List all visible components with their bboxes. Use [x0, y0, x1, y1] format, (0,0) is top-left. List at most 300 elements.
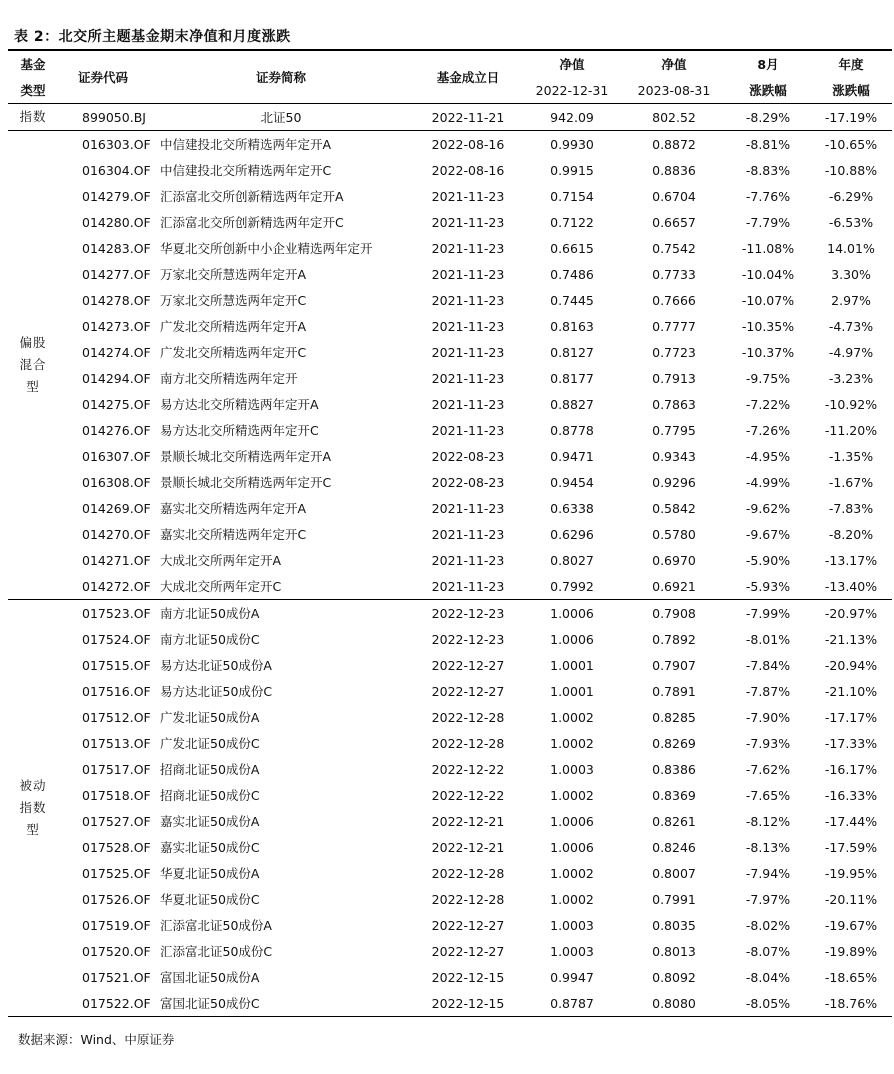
nav-2023-cell: 0.9296: [652, 474, 696, 490]
fund-type-line: 被动: [19, 778, 47, 793]
table-row: [8, 495, 892, 521]
inception-date-cell: 2021-11-23: [431, 344, 505, 360]
table-row: [8, 443, 892, 469]
nav-2022-cell: 0.7154: [550, 188, 594, 204]
ytd-change-cell: -17.19%: [810, 104, 892, 131]
ytd-change-cell: 14.01%: [827, 240, 875, 256]
security-name-cell: 易方达北证50成份A: [160, 658, 272, 673]
inception-date-cell: 2022-12-27: [431, 657, 505, 673]
fund-type-line: 型: [26, 379, 40, 394]
security-name-cell: 汇添富北交所创新精选两年定开A: [160, 189, 344, 204]
nav-2023-cell: 0.6657: [652, 214, 696, 230]
header-fund-type-line1: 基金: [8, 50, 58, 77]
ytd-change-cell: 3.30%: [831, 266, 871, 282]
nav-2022-cell: 0.7122: [550, 214, 594, 230]
inception-date-cell: 2021-11-23: [431, 396, 505, 412]
table-row: [8, 756, 892, 782]
nav-2023-cell: 0.5780: [652, 526, 696, 542]
security-name-cell: 易方达北证50成份C: [160, 684, 273, 699]
ytd-change-cell: 2.97%: [831, 292, 871, 308]
security-code-cell: 016307.OF: [82, 448, 151, 464]
fund-type-cell: [8, 104, 58, 131]
nav-2023-cell: 0.9343: [652, 448, 696, 464]
table-row: [8, 704, 892, 730]
inception-date-cell: 2022-08-23: [431, 474, 505, 490]
aug-change-cell: -8.02%: [745, 917, 791, 933]
aug-change-cell: -10.35%: [741, 318, 795, 334]
security-code-cell: 017520.OF: [82, 943, 151, 959]
security-code-cell: 017521.OF: [82, 969, 151, 985]
table-row: [8, 287, 892, 313]
nav-2022-cell: 0.6296: [550, 526, 594, 542]
nav-2023-cell: 0.7907: [652, 657, 696, 673]
nav-2023-cell: 0.7795: [652, 422, 696, 438]
nav-2022-cell: 1.0006: [550, 813, 594, 829]
header-code: 证券代码: [58, 50, 148, 104]
aug-change-cell: -7.87%: [745, 683, 791, 699]
security-name-cell: 大成北交所两年定开A: [160, 553, 282, 568]
nav-2022-cell: 0.7445: [550, 292, 594, 308]
aug-change-cell: -7.65%: [745, 787, 791, 803]
inception-date-cell: 2022-12-22: [431, 761, 505, 777]
inception-date-cell: 2021-11-23: [431, 214, 505, 230]
nav-2023-cell: 0.8080: [622, 990, 726, 1017]
table-row: [8, 469, 892, 495]
ytd-change-cell: -11.20%: [824, 422, 878, 438]
inception-date-cell: 2022-12-28: [431, 865, 505, 881]
table-row: [8, 652, 892, 678]
nav-2022-cell: 0.6615: [550, 240, 594, 256]
table-row: [8, 626, 892, 652]
security-name-cell: 中信建投北交所精选两年定开A: [160, 137, 332, 152]
aug-change-cell: -7.79%: [745, 214, 791, 230]
table-row: [8, 157, 892, 183]
nav-2022-cell: 0.8027: [550, 552, 594, 568]
nav-2023-cell: 0.7863: [652, 396, 696, 412]
header-aug-line1: 8月: [726, 50, 810, 77]
nav-2022-cell: 0.9947: [550, 969, 594, 985]
fund-type-line: 偏股: [19, 335, 47, 350]
nav-2022-cell: 1.0002: [550, 865, 594, 881]
table-row: [8, 938, 892, 964]
ytd-change-cell: -20.94%: [824, 657, 878, 673]
table-row: [8, 990, 892, 1017]
header-fund-type-line2: 类型: [8, 77, 58, 104]
nav-2022-cell: 1.0002: [550, 735, 594, 751]
security-code-cell: 014277.OF: [82, 266, 151, 282]
nav-2022-cell: 1.0003: [550, 917, 594, 933]
inception-date-cell: 2022-12-23: [431, 631, 505, 647]
nav-2022-cell: 0.6338: [550, 500, 594, 516]
nav-2023-cell: 0.8013: [652, 943, 696, 959]
table-row: [8, 886, 892, 912]
aug-change-cell: -7.99%: [745, 605, 791, 621]
table-row: [8, 573, 892, 600]
table-row: [8, 183, 892, 209]
nav-2022-cell: 0.8163: [550, 318, 594, 334]
inception-date-cell: 2022-08-23: [431, 448, 505, 464]
table-row: [8, 391, 892, 417]
security-name-cell: 景顺长城北交所精选两年定开C: [160, 475, 332, 490]
nav-2022-cell: 0.9471: [550, 448, 594, 464]
security-code-cell: 014275.OF: [82, 396, 151, 412]
inception-date-cell: 2021-11-23: [431, 500, 505, 516]
table-title: 表 2：北交所主题基金期末净值和月度涨跌: [14, 29, 291, 45]
inception-date-cell: 2022-12-15: [414, 990, 522, 1017]
fund-type-line: 混合: [19, 357, 47, 372]
security-code-cell: 017517.OF: [82, 761, 151, 777]
security-name-cell: 富国北证50成份C: [148, 990, 414, 1017]
security-name-cell: 广发北证50成份A: [160, 710, 260, 725]
inception-date-cell: 2021-11-23: [431, 292, 505, 308]
nav-2023-cell: 802.52: [622, 104, 726, 131]
security-name-cell: 易方达北交所精选两年定开A: [160, 397, 319, 412]
security-code-cell: 017522.OF: [58, 990, 148, 1017]
nav-2023-cell: 0.8872: [652, 136, 696, 152]
nav-2022-cell: 0.7992: [522, 573, 622, 600]
aug-change-cell: -8.05%: [726, 990, 810, 1017]
inception-date-cell: 2021-11-23: [431, 370, 505, 386]
ytd-change-cell: -10.65%: [824, 136, 878, 152]
nav-2022-cell: 1.0003: [550, 761, 594, 777]
security-code-cell: 899050.BJ: [58, 104, 148, 131]
nav-2023-cell: 0.8246: [652, 839, 696, 855]
header-name: 证券简称: [148, 50, 414, 104]
security-code-cell: 017518.OF: [82, 787, 151, 803]
header-nav2-label: 净值: [622, 50, 726, 77]
aug-change-cell: -8.83%: [745, 162, 791, 178]
ytd-change-cell: -18.65%: [824, 969, 878, 985]
security-name-cell: 南方北证50成份A: [160, 606, 260, 621]
security-name-cell: 北证50: [148, 104, 414, 131]
security-code-cell: 014272.OF: [58, 573, 148, 600]
ytd-change-cell: -1.35%: [828, 448, 874, 464]
inception-date-cell: 2022-12-22: [431, 787, 505, 803]
security-code-cell: 017524.OF: [82, 631, 151, 647]
aug-change-cell: -9.75%: [745, 370, 791, 386]
nav-2023-cell: 0.8269: [652, 735, 696, 751]
inception-date-cell: 2022-12-27: [431, 683, 505, 699]
aug-change-cell: -5.90%: [745, 552, 791, 568]
aug-change-cell: -8.12%: [745, 813, 791, 829]
fund-type-line: 型: [26, 822, 40, 837]
nav-2023-cell: 0.7723: [652, 344, 696, 360]
ytd-change-cell: -4.97%: [828, 344, 874, 360]
security-code-cell: 014271.OF: [82, 552, 151, 568]
ytd-change-cell: -17.44%: [824, 813, 878, 829]
security-code-cell: 017523.OF: [82, 605, 151, 621]
table-row: [8, 547, 892, 573]
security-name-cell: 大成北交所两年定开C: [148, 573, 414, 600]
security-code-cell: 014270.OF: [82, 526, 151, 542]
ytd-change-cell: -18.76%: [810, 990, 892, 1017]
security-name-cell: 南方北证50成份C: [160, 632, 260, 647]
ytd-change-cell: -1.67%: [828, 474, 874, 490]
security-code-cell: 017525.OF: [82, 865, 151, 881]
ytd-change-cell: -19.67%: [824, 917, 878, 933]
security-name-cell: 汇添富北交所创新精选两年定开C: [160, 215, 344, 230]
header-ytd-line1: 年度: [810, 50, 892, 77]
ytd-change-cell: -13.40%: [810, 573, 892, 600]
security-code-cell: 014294.OF: [82, 370, 151, 386]
security-code-cell: 017512.OF: [82, 709, 151, 725]
aug-change-cell: -7.26%: [745, 422, 791, 438]
ytd-change-cell: -17.17%: [824, 709, 878, 725]
nav-2022-cell: 0.8778: [550, 422, 594, 438]
inception-date-cell: 2021-11-23: [431, 318, 505, 334]
ytd-change-cell: -6.53%: [828, 214, 874, 230]
table-row: [8, 365, 892, 391]
aug-change-cell: -5.93%: [726, 573, 810, 600]
aug-change-cell: -8.13%: [745, 839, 791, 855]
nav-2022-cell: 0.9454: [550, 474, 594, 490]
nav-2022-cell: 0.7486: [550, 266, 594, 282]
inception-date-cell: 2021-11-23: [431, 422, 505, 438]
table-row: [8, 313, 892, 339]
header-inception: 基金成立日: [414, 50, 522, 104]
nav-2023-cell: 0.7908: [652, 605, 696, 621]
security-name-cell: 嘉实北证50成份C: [160, 840, 260, 855]
nav-2023-cell: 0.7777: [652, 318, 696, 334]
security-code-cell: 017526.OF: [82, 891, 151, 907]
fund-type-cell: [8, 600, 58, 1017]
security-code-cell: 014273.OF: [82, 318, 151, 334]
security-code-cell: 016308.OF: [82, 474, 151, 490]
security-name-cell: 汇添富北证50成份C: [160, 944, 273, 959]
nav-2022-cell: 0.8177: [550, 370, 594, 386]
nav-2022-cell: 1.0001: [550, 657, 594, 673]
security-code-cell: 014280.OF: [82, 214, 151, 230]
fund-nav-table: [8, 49, 892, 1017]
inception-date-cell: 2022-08-16: [431, 136, 505, 152]
aug-change-cell: -8.81%: [745, 136, 791, 152]
inception-date-cell: 2021-11-23: [431, 552, 505, 568]
inception-date-cell: 2022-12-28: [431, 709, 505, 725]
aug-change-cell: -8.29%: [726, 104, 810, 131]
fund-type-line: 指数: [19, 109, 47, 124]
ytd-change-cell: -8.20%: [828, 526, 874, 542]
aug-change-cell: -7.84%: [745, 657, 791, 673]
aug-change-cell: -11.08%: [741, 240, 795, 256]
inception-date-cell: 2021-11-23: [431, 188, 505, 204]
security-name-cell: 嘉实北证50成份A: [160, 814, 260, 829]
security-name-cell: 广发北证50成份C: [160, 736, 260, 751]
aug-change-cell: -8.04%: [745, 969, 791, 985]
ytd-change-cell: -21.10%: [824, 683, 878, 699]
nav-2022-cell: 0.9915: [550, 162, 594, 178]
nav-2023-cell: 0.8836: [652, 162, 696, 178]
ytd-change-cell: -16.17%: [824, 761, 878, 777]
aug-change-cell: -7.76%: [745, 188, 791, 204]
security-name-cell: 嘉实北交所精选两年定开C: [160, 527, 307, 542]
nav-2023-cell: 0.7991: [652, 891, 696, 907]
nav-2022-cell: 1.0006: [550, 631, 594, 647]
table-row: [8, 235, 892, 261]
nav-2022-cell: 1.0003: [550, 943, 594, 959]
inception-date-cell: 2022-12-21: [431, 813, 505, 829]
security-name-cell: 华夏北证50成份C: [160, 892, 260, 907]
security-name-cell: 南方北交所精选两年定开: [160, 371, 298, 386]
aug-change-cell: -7.22%: [745, 396, 791, 412]
table-row: [8, 600, 892, 627]
nav-2022-cell: 1.0001: [550, 683, 594, 699]
security-name-cell: 万家北交所慧选两年定开C: [160, 293, 307, 308]
ytd-change-cell: -19.89%: [824, 943, 878, 959]
nav-2022-cell: 1.0002: [550, 709, 594, 725]
ytd-change-cell: -21.13%: [824, 631, 878, 647]
nav-2022-cell: 942.09: [522, 104, 622, 131]
ytd-change-cell: -7.83%: [828, 500, 874, 516]
ytd-change-cell: -10.88%: [824, 162, 878, 178]
security-name-cell: 景顺长城北交所精选两年定开A: [160, 449, 332, 464]
aug-change-cell: -7.97%: [745, 891, 791, 907]
security-name-cell: 招商北证50成份C: [160, 788, 260, 803]
ytd-change-cell: -6.29%: [828, 188, 874, 204]
table-row: [8, 860, 892, 886]
security-name-cell: 广发北交所精选两年定开A: [160, 319, 307, 334]
nav-2023-cell: 0.7892: [652, 631, 696, 647]
aug-change-cell: -7.93%: [745, 735, 791, 751]
ytd-change-cell: -3.23%: [828, 370, 874, 386]
table-row: [8, 521, 892, 547]
nav-2022-cell: 1.0006: [550, 839, 594, 855]
aug-change-cell: -4.95%: [745, 448, 791, 464]
table-row: [8, 782, 892, 808]
header-nav2-date: 2023-08-31: [622, 77, 726, 104]
security-name-cell: 中信建投北交所精选两年定开C: [160, 163, 332, 178]
aug-change-cell: -8.01%: [745, 631, 791, 647]
header-aug-line2: 涨跌幅: [726, 77, 810, 104]
security-code-cell: 017527.OF: [82, 813, 151, 829]
inception-date-cell: 2021-11-23: [431, 240, 505, 256]
aug-change-cell: -10.37%: [741, 344, 795, 360]
nav-2023-cell: 0.6704: [652, 188, 696, 204]
ytd-change-cell: -13.17%: [824, 552, 878, 568]
aug-change-cell: -10.07%: [741, 292, 795, 308]
fund-type-cell: [8, 131, 58, 600]
fund-type-line: 指数: [19, 800, 47, 815]
inception-date-cell: 2022-08-16: [431, 162, 505, 178]
nav-2023-cell: 0.8092: [652, 969, 696, 985]
security-name-cell: 万家北交所慧选两年定开A: [160, 267, 307, 282]
aug-change-cell: -7.94%: [745, 865, 791, 881]
nav-2023-cell: 0.5842: [652, 500, 696, 516]
inception-date-cell: 2022-12-28: [431, 735, 505, 751]
table-body: [8, 104, 892, 1017]
ytd-change-cell: -17.59%: [824, 839, 878, 855]
security-name-cell: 华夏北证50成份A: [160, 866, 260, 881]
table-row: [8, 808, 892, 834]
security-code-cell: 017513.OF: [82, 735, 151, 751]
security-name-cell: 富国北证50成份A: [160, 970, 260, 985]
inception-date-cell: 2021-11-23: [431, 266, 505, 282]
security-code-cell: 017515.OF: [82, 657, 151, 673]
nav-2023-cell: 0.6921: [622, 573, 726, 600]
header-nav1-label: 净值: [522, 50, 622, 77]
table-row: [8, 964, 892, 990]
aug-change-cell: -7.90%: [745, 709, 791, 725]
ytd-change-cell: -20.97%: [824, 605, 878, 621]
security-name-cell: 招商北证50成份A: [160, 762, 260, 777]
table-row: [8, 417, 892, 443]
nav-2023-cell: 0.8035: [652, 917, 696, 933]
nav-2023-cell: 0.8386: [652, 761, 696, 777]
security-code-cell: 014283.OF: [82, 240, 151, 256]
table-row: [8, 104, 892, 131]
nav-2023-cell: 0.7913: [652, 370, 696, 386]
security-code-cell: 014274.OF: [82, 344, 151, 360]
nav-2023-cell: 0.6970: [652, 552, 696, 568]
nav-2023-cell: 0.7542: [652, 240, 696, 256]
inception-date-cell: 2021-11-23: [431, 526, 505, 542]
ytd-change-cell: -10.92%: [824, 396, 878, 412]
table-row: [8, 912, 892, 938]
aug-change-cell: -8.07%: [745, 943, 791, 959]
security-code-cell: 017516.OF: [82, 683, 151, 699]
nav-2022-cell: 1.0002: [550, 787, 594, 803]
table-row: [8, 131, 892, 158]
aug-change-cell: -9.67%: [745, 526, 791, 542]
nav-2022-cell: 1.0006: [550, 605, 594, 621]
header-nav1-date: 2022-12-31: [522, 77, 622, 104]
nav-2023-cell: 0.8285: [652, 709, 696, 725]
nav-2022-cell: 0.8787: [522, 990, 622, 1017]
inception-date-cell: 2022-12-23: [431, 605, 505, 621]
ytd-change-cell: -16.33%: [824, 787, 878, 803]
header-ytd-line2: 涨跌幅: [810, 77, 892, 104]
security-name-cell: 华夏北交所创新中小企业精选两年定开: [160, 241, 373, 256]
inception-date-cell: 2022-11-21: [414, 104, 522, 131]
security-code-cell: 017528.OF: [82, 839, 151, 855]
security-code-cell: 017519.OF: [82, 917, 151, 933]
security-name-cell: 易方达北交所精选两年定开C: [160, 423, 319, 438]
nav-2022-cell: 0.9930: [550, 136, 594, 152]
aug-change-cell: -4.99%: [745, 474, 791, 490]
security-code-cell: 014269.OF: [82, 500, 151, 516]
ytd-change-cell: -4.73%: [828, 318, 874, 334]
aug-change-cell: -10.04%: [741, 266, 795, 282]
nav-2023-cell: 0.7891: [652, 683, 696, 699]
table-row: [8, 834, 892, 860]
nav-2022-cell: 1.0002: [550, 891, 594, 907]
nav-2022-cell: 0.8827: [550, 396, 594, 412]
nav-2022-cell: 0.8127: [550, 344, 594, 360]
nav-2023-cell: 0.7666: [652, 292, 696, 308]
data-source-note: 数据来源：Wind、中原证券: [18, 1032, 175, 1047]
inception-date-cell: 2022-12-27: [431, 917, 505, 933]
security-name-cell: 广发北交所精选两年定开C: [160, 345, 307, 360]
nav-2023-cell: 0.8369: [652, 787, 696, 803]
inception-date-cell: 2022-12-21: [431, 839, 505, 855]
table-row: [8, 261, 892, 287]
security-name-cell: 嘉实北交所精选两年定开A: [160, 501, 307, 516]
nav-2023-cell: 0.8007: [652, 865, 696, 881]
inception-date-cell: 2022-12-27: [431, 943, 505, 959]
table-row: [8, 339, 892, 365]
inception-date-cell: 2022-12-28: [431, 891, 505, 907]
ytd-change-cell: -20.11%: [824, 891, 878, 907]
inception-date-cell: 2021-11-23: [414, 573, 522, 600]
table-row: [8, 730, 892, 756]
inception-date-cell: 2022-12-15: [431, 969, 505, 985]
table-row: [8, 678, 892, 704]
security-name-cell: 汇添富北证50成份A: [160, 918, 272, 933]
aug-change-cell: -7.62%: [745, 761, 791, 777]
table-row: [8, 209, 892, 235]
ytd-change-cell: -19.95%: [824, 865, 878, 881]
security-code-cell: 014276.OF: [82, 422, 151, 438]
security-code-cell: 014278.OF: [82, 292, 151, 308]
